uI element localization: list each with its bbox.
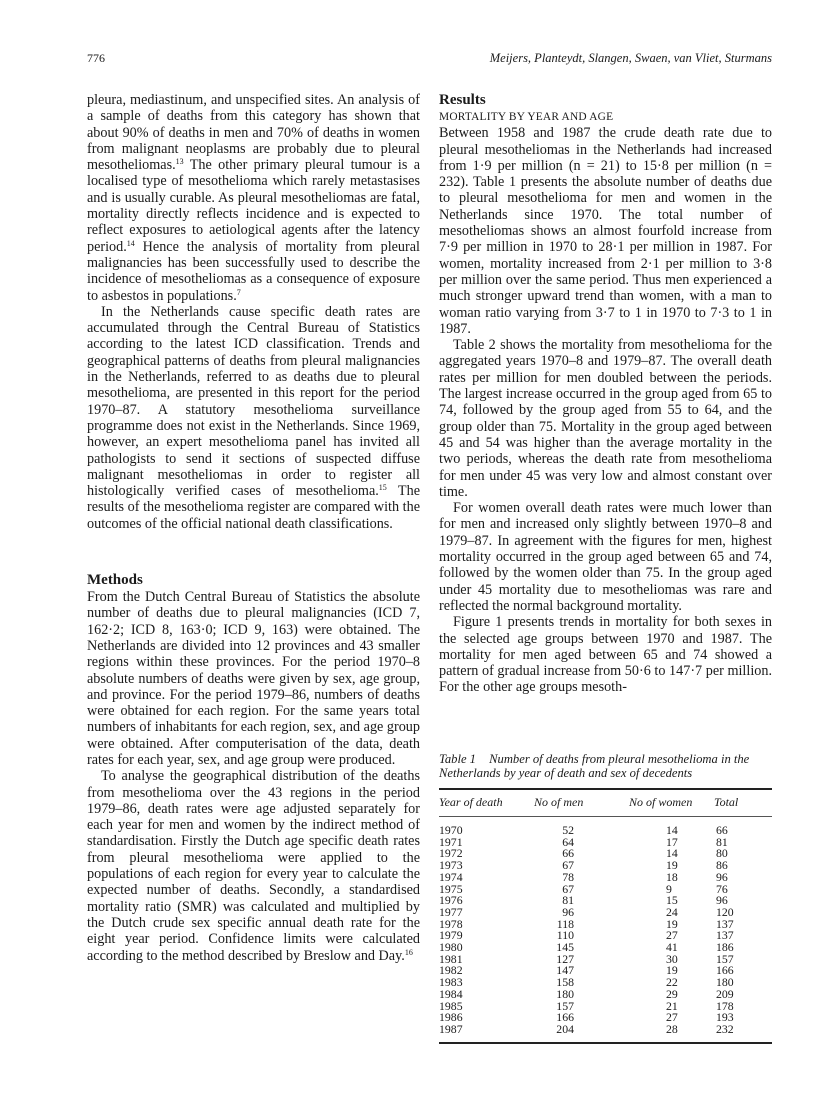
cell-total: 81 xyxy=(716,834,728,849)
cell-year: 1981 xyxy=(439,951,463,966)
text-run: pleura, mediastinum, and unspecified sites. An analysis of a sample of deaths from this category has shown that about 90% of deaths in men and 70% of deaths in women from malignant neoplasms are probably due to pleural mesotheliomas. xyxy=(87,92,420,174)
table-1-caption xyxy=(439,752,772,780)
cell-women: 15 xyxy=(666,893,678,908)
cell-year: 1985 xyxy=(439,998,463,1013)
cell-women: 41 xyxy=(666,940,678,955)
cell-women: 28 xyxy=(666,1021,678,1036)
cell-men: 67 xyxy=(562,858,574,873)
cell-women: 17 xyxy=(666,834,678,849)
results-paragraph-1: Between 1958 and 1987 the crude death rate due to pleural mesotheliomas in the Netherlands had increased from 1·9 per million (n = 21) to 15·8 per million (n = 232). Table 1 presents the absolute number of deaths due to pleural mesothelioma for men and women in the Netherlands since 1970. The total number of mesotheliomas shows an almost fourfold increase from 7·9 per million in 1970 to 28·1 per million in 1987. For women, mortality increased from 2·1 per million to 3·8 per million over the same period. Thus men experienced a much stronger upward trend than women, with a man to woman ratio varying from 3·7 to 1 in 1970 to 7·3 to 1 in 1987. xyxy=(439,125,772,337)
cell-women: 27 xyxy=(666,1010,678,1025)
cell-total: 232 xyxy=(716,1021,734,1036)
cell-year: 1977 xyxy=(439,904,463,919)
cell-men: 158 xyxy=(556,975,574,990)
cell-women: 19 xyxy=(666,858,678,873)
cell-men: 110 xyxy=(556,928,574,943)
cell-total: 209 xyxy=(716,986,734,1001)
column-header-women: No of women xyxy=(629,795,693,809)
results-paragraph-4: Figure 1 presents trends in mortality for both sexes in the selected age groups between 1970 and 1987. The mortality for men aged between 65 and 74 showed a pattern of gradual increase from 50·6 to 147·7 per million. For the other age groups mesoth- xyxy=(439,614,772,696)
cell-men: 118 xyxy=(556,916,574,931)
cell-total: 180 xyxy=(716,975,734,990)
cell-year: 1983 xyxy=(439,975,463,990)
cell-women: 30 xyxy=(666,951,678,966)
column-header-men: No of men xyxy=(534,795,584,809)
intro-paragraph-2 xyxy=(87,304,420,532)
cell-total: 178 xyxy=(716,998,734,1013)
running-head xyxy=(87,50,772,66)
page-number: 776 xyxy=(87,51,105,65)
cell-year: 1976 xyxy=(439,893,463,908)
cell-year: 1986 xyxy=(439,1010,463,1025)
cell-men: 166 xyxy=(556,1010,574,1025)
cell-women: 29 xyxy=(666,986,678,1001)
cell-total: 193 xyxy=(716,1010,734,1025)
cell-year: 1974 xyxy=(439,869,463,884)
cell-men: 127 xyxy=(556,951,574,966)
cell-year: 1973 xyxy=(439,858,463,873)
cell-men: 78 xyxy=(562,869,574,884)
cell-women: 9 xyxy=(666,881,672,896)
table-row xyxy=(439,1024,772,1043)
cell-year: 1972 xyxy=(439,846,463,861)
cell-men: 64 xyxy=(562,834,574,849)
cell-women: 18 xyxy=(666,869,678,884)
cell-total: 137 xyxy=(716,928,734,943)
cell-women: 14 xyxy=(666,823,678,837)
text-run: The other primary pleural tumour is a localised type of mesothelioma which rarely metastasises and is usually curable. As pleural mesotheliomas are fatal, mortality directly reflects incidence and is expected to reflect exposures to aetiological agents after the latency period. xyxy=(87,157,420,255)
reference-marker: 16 xyxy=(404,947,413,957)
cell-year: 1987 xyxy=(439,1021,463,1036)
table-row xyxy=(439,817,772,837)
cell-total: 86 xyxy=(716,858,728,873)
text-run: To analyse the geographical distribution of the deaths from mesothelioma over the 43 regions in the period 1979–86, death rates were age adjusted separately for each year for men and women by the indirect method of standardisation. Firstly the Dutch age specific death rates from pleural mesothelioma were applied to the populations of each region for every year to calculate the expected number of deaths. Secondly, a standardised mortality ratio (SMR) was calculated and multiplied by the Dutch crude sex specific annual death rate for the eight year period. Confidence limits were calculated according to the method described by Breslow and Day. xyxy=(87,768,420,964)
table-header-row xyxy=(439,789,772,817)
column-header-total: Total xyxy=(714,795,739,809)
reference-marker: 7 xyxy=(236,287,241,297)
cell-men: 81 xyxy=(562,893,574,908)
table-1-body xyxy=(439,817,772,1043)
cell-men: 52 xyxy=(562,823,574,837)
cell-women: 21 xyxy=(666,998,678,1013)
cell-men: 180 xyxy=(556,986,574,1001)
cell-total: 120 xyxy=(716,904,734,919)
methods-paragraph-2 xyxy=(87,768,420,964)
cell-men: 147 xyxy=(556,963,574,978)
cell-men: 67 xyxy=(562,881,574,896)
cell-year: 1970 xyxy=(439,823,463,837)
cell-year: 1979 xyxy=(439,928,463,943)
results-heading: Results xyxy=(439,92,486,108)
cell-men: 96 xyxy=(562,904,574,919)
cell-total: 80 xyxy=(716,846,728,861)
right-column xyxy=(439,92,772,696)
cell-total: 186 xyxy=(716,940,734,955)
cell-men: 66 xyxy=(562,846,574,861)
cell-women: 24 xyxy=(666,904,678,919)
cell-men: 204 xyxy=(556,1021,574,1036)
reference-marker: 13 xyxy=(175,157,184,167)
section-spacer xyxy=(87,532,420,572)
running-head-authors: Meijers, Planteydt, Slangen, Swaen, van Vliet, Sturmans xyxy=(489,51,772,65)
results-subheading: MORTALITY BY YEAR AND AGE xyxy=(439,111,614,123)
cell-year: 1978 xyxy=(439,916,463,931)
cell-men: 157 xyxy=(556,998,574,1013)
cell-year: 1984 xyxy=(439,986,463,1001)
reference-marker: 14 xyxy=(126,238,135,248)
cell-total: 96 xyxy=(716,869,728,884)
table-1 xyxy=(439,788,772,1044)
cell-total: 66 xyxy=(716,823,728,837)
methods-paragraph-1: From the Dutch Central Bureau of Statistics the absolute number of deaths due to pleural malignancies (ICD 7, 162·2; ICD 8, 163·0; ICD 9, 163) were obtained. The Netherlands are divided into 12 provinces and 43 smaller regions within these provinces. For the period 1970–8 absolute numbers of deaths were given by sex, age group, and province. For the period 1979–86, numbers of deaths were obtained for each region. For the same years total numbers of inhabitants for each region, sex, and age group were obtained. After computerisation of the data, death rates for each year, sex, and age group were produced. xyxy=(87,589,420,768)
cell-total: 137 xyxy=(716,916,734,931)
text-run: In the Netherlands cause specific death rates are accumulated through the Central Bureau of Statistics according to the latest ICD classification. Trends and geographical patterns of deaths from pleural malignancies in the Netherlands, referred to as deaths due to pleural mesothelioma, are presented in this report for the period 1970–87. A statutory mesothelioma surveillance programme does not exist in the Netherlands. Since 1969, however, an expert mesothelioma panel has invited all pathologists to send it sections of suspected diffuse malignant mesotheliomas in order to register all histologically verified cases of mesothelioma. xyxy=(87,303,420,500)
cell-year: 1971 xyxy=(439,834,463,849)
cell-total: 157 xyxy=(716,951,734,966)
cell-total: 96 xyxy=(716,893,728,908)
text-run: Hence the analysis of mortality from pleural malignancies has been successfully used to describe the incidence of mesotheliomas as a consequence of exposure to asbestos in populations. xyxy=(87,238,420,304)
cell-women: 19 xyxy=(666,963,678,978)
cell-year: 1980 xyxy=(439,940,463,955)
cell-women: 19 xyxy=(666,916,678,931)
cell-year: 1975 xyxy=(439,881,463,896)
column-header-year: Year of death xyxy=(439,795,503,809)
methods-heading: Methods xyxy=(87,572,143,589)
cell-total: 166 xyxy=(716,963,734,978)
cell-women: 22 xyxy=(666,975,678,990)
cell-total: 76 xyxy=(716,881,728,896)
cell-men: 145 xyxy=(556,940,574,955)
intro-paragraph-1 xyxy=(87,92,420,304)
left-column xyxy=(87,92,420,964)
cell-women: 14 xyxy=(666,846,678,861)
reference-marker: 15 xyxy=(378,483,387,493)
results-paragraph-2: Table 2 shows the mortality from mesothelioma for the aggregated years 1970–8 and 1979–87. The overall death rates per million for men doubled between the periods. The largest increase occurred in the group aged from 65 to 74, followed by the group aged from 55 to 64, and the group older than 75. Mortality in the group aged between 45 and 54 was higher than the average mortality in the two periods, whereas the death rate from mesothelioma for men under 45 was very low and almost constant over time. xyxy=(439,337,772,500)
text-run: The results of the mesothelioma register are compared with the outcomes of the official national death classifications. xyxy=(87,483,420,532)
results-paragraph-3: For women overall death rates were much lower than for men and increased only slightly between 1970–8 and 1979–87. In agreement with the figures for men, highest mortality occurred in the group aged between 65 and 74, followed by the women older than 75. In the group aged under 45 mortality due to mesotheliomas was rare and reflected the normal background mortality. xyxy=(439,500,772,614)
table-1-label: Table 1 xyxy=(439,752,476,766)
table-1-caption-text: Number of deaths from pleural mesothelioma in the Netherlands by year of death and sex of decedents xyxy=(439,752,750,780)
cell-women: 27 xyxy=(666,928,678,943)
cell-year: 1982 xyxy=(439,963,463,978)
